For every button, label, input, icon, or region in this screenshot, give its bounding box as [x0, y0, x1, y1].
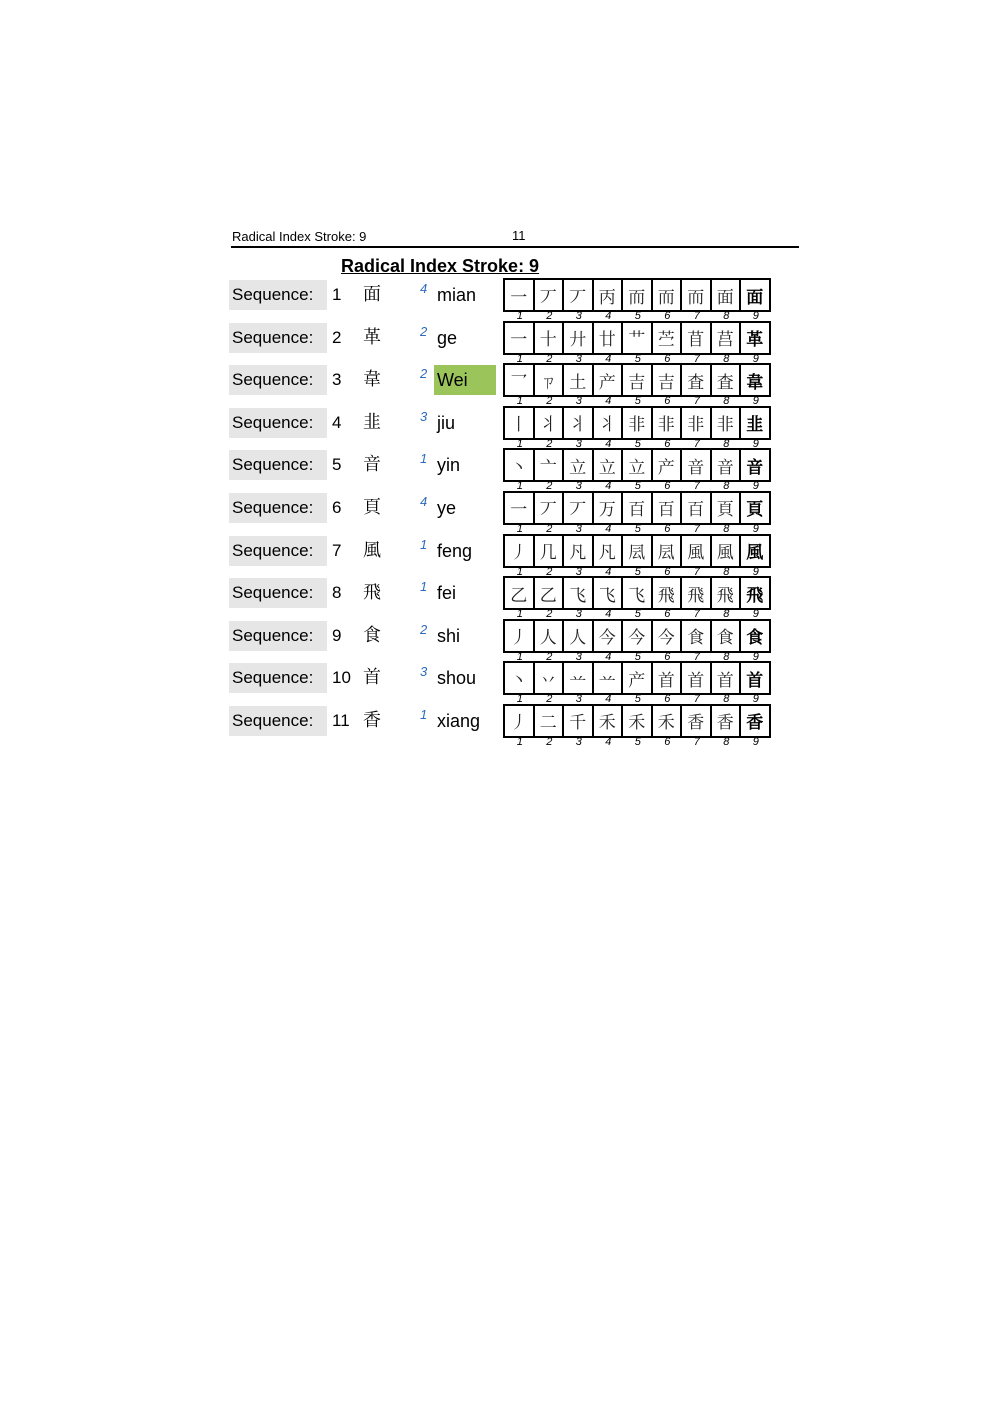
stroke-cell: 而 — [682, 280, 712, 310]
stroke-cell: 香 — [712, 706, 742, 736]
page-header — [231, 228, 799, 248]
sequence-label: Sequence: — [229, 578, 327, 608]
sequence-label: Sequence: — [229, 663, 327, 693]
stroke-number: 6 — [664, 565, 671, 578]
stroke-order-grid — [503, 448, 771, 482]
stroke-number: 5 — [634, 650, 641, 663]
stroke-number: 2 — [546, 352, 553, 365]
stroke-number: 9 — [752, 395, 759, 408]
stroke-cell: 音 — [682, 450, 712, 480]
sequence-label: Sequence: — [229, 621, 327, 651]
stroke-number: 6 — [664, 395, 671, 408]
stroke-order-grid — [503, 576, 771, 610]
stroke-number: 2 — [546, 522, 553, 535]
stroke-cell: 苜 — [682, 323, 712, 353]
stroke-number: 3 — [575, 480, 582, 493]
stroke-cell: 一 — [505, 323, 535, 353]
radical-list — [229, 278, 789, 747]
stroke-cell: 凡 — [594, 536, 624, 566]
stroke-cell: 禾 — [594, 706, 624, 736]
sequence-number: 5 — [332, 455, 342, 475]
radical-stroke-superscript: 4 — [420, 281, 428, 296]
stroke-cell: 丶 — [505, 663, 535, 693]
stroke-number: 7 — [693, 522, 700, 535]
stroke-cell: 音 — [741, 450, 771, 480]
stroke-number: 2 — [546, 395, 553, 408]
stroke-numbers — [505, 736, 771, 748]
radical-stroke-superscript: 2 — [420, 366, 428, 382]
stroke-number: 7 — [693, 608, 700, 621]
stroke-number: 8 — [723, 352, 730, 365]
stroke-cell: 丆 — [535, 493, 565, 523]
stroke-number: 1 — [516, 395, 523, 408]
stroke-cell: 一 — [505, 493, 535, 523]
pinyin: ge — [437, 327, 458, 348]
stroke-number: 6 — [664, 522, 671, 535]
stroke-cell: 苎 — [653, 323, 683, 353]
sequence-number: 11 — [332, 710, 350, 730]
stroke-cell: 韋 — [741, 365, 771, 395]
stroke-number: 9 — [752, 608, 759, 621]
sequence-label: Sequence: — [229, 365, 327, 395]
pinyin: mian — [437, 285, 477, 305]
stroke-number: 6 — [664, 480, 671, 493]
stroke-cell: 䒑 — [564, 663, 594, 693]
stroke-number: 6 — [664, 310, 671, 322]
stroke-number: 6 — [664, 693, 671, 706]
radical-stroke-superscript: 2 — [420, 621, 428, 637]
stroke-cell: 革 — [741, 323, 771, 353]
stroke-cell: 艹 — [623, 323, 653, 353]
stroke-number: 2 — [546, 437, 553, 450]
stroke-number: 4 — [605, 735, 612, 748]
stroke-cell: 査 — [712, 365, 742, 395]
stroke-cell: 吉 — [653, 365, 683, 395]
stroke-order-grid — [503, 704, 771, 738]
stroke-number: 4 — [605, 522, 612, 535]
stroke-number: 6 — [664, 608, 671, 621]
sequence-number: 4 — [332, 412, 342, 432]
stroke-number: 8 — [723, 565, 730, 578]
stroke-number: 9 — [752, 693, 759, 706]
stroke-cell: 凡 — [564, 536, 594, 566]
stroke-number: 9 — [752, 437, 759, 450]
stroke-cell: 飞 — [623, 578, 653, 608]
radical-character: 音 — [363, 454, 381, 476]
stroke-cell: 百 — [653, 493, 683, 523]
stroke-cell: 面 — [712, 280, 742, 310]
stroke-number: 8 — [723, 437, 730, 450]
stroke-number: 4 — [605, 310, 612, 322]
stroke-cell: ㄗ — [535, 365, 565, 395]
stroke-cell: 風 — [741, 536, 771, 566]
stroke-cell: 丆 — [564, 280, 594, 310]
stroke-number: 5 — [634, 395, 641, 408]
stroke-cell: 亠 — [535, 450, 565, 480]
stroke-cell: 丬 — [594, 408, 624, 438]
stroke-number: 1 — [516, 437, 523, 450]
stroke-cell: 丨 — [505, 408, 535, 438]
radical-stroke-superscript: 3 — [420, 664, 428, 680]
stroke-cell: 禾 — [653, 706, 683, 736]
stroke-number: 1 — [516, 352, 523, 365]
radical-stroke-superscript: 4 — [420, 493, 428, 509]
radical-character: 香 — [363, 709, 381, 731]
radical-character: 頁 — [363, 496, 381, 518]
stroke-cell: 非 — [623, 408, 653, 438]
stroke-cell: 二 — [535, 706, 565, 736]
stroke-number: 8 — [723, 522, 730, 535]
stroke-cell: 土 — [564, 365, 594, 395]
pinyin: yin — [437, 455, 461, 476]
stroke-number: 7 — [693, 352, 700, 365]
stroke-cell: 頁 — [741, 493, 771, 523]
stroke-cell: 䒑 — [594, 663, 624, 693]
stroke-cell: 一 — [505, 280, 535, 310]
radical-character: 飛 — [363, 582, 381, 604]
sequence-number: 6 — [332, 497, 342, 517]
stroke-cell: 面 — [741, 280, 771, 310]
stroke-cell: 非 — [682, 408, 712, 438]
stroke-number: 8 — [723, 480, 730, 493]
stroke-number: 2 — [546, 565, 553, 578]
stroke-number: 9 — [752, 522, 759, 535]
stroke-cell: 禾 — [623, 706, 653, 736]
stroke-number: 3 — [575, 693, 582, 706]
stroke-number: 5 — [634, 565, 641, 578]
sequence-number: 9 — [332, 625, 342, 645]
sequence-label: Sequence: — [229, 536, 327, 566]
stroke-number: 7 — [693, 310, 700, 322]
stroke-number: 2 — [546, 650, 553, 663]
stroke-number: 6 — [664, 735, 671, 748]
stroke-number: 7 — [693, 437, 700, 450]
stroke-order-grid — [503, 619, 771, 653]
stroke-number: 7 — [693, 650, 700, 663]
stroke-number: 1 — [516, 480, 523, 493]
sequence-number: 2 — [332, 327, 342, 347]
stroke-cell: 千 — [564, 706, 594, 736]
stroke-cell: 頁 — [712, 493, 742, 523]
stroke-cell: 首 — [682, 663, 712, 693]
stroke-number: 3 — [575, 437, 582, 450]
stroke-number: 2 — [546, 310, 553, 322]
radical-stroke-superscript: 3 — [420, 408, 428, 424]
stroke-number: 4 — [605, 437, 612, 450]
stroke-number: 2 — [546, 608, 553, 621]
stroke-cell: 食 — [712, 621, 742, 651]
stroke-cell: 飞 — [594, 578, 624, 608]
stroke-cell: 人 — [535, 621, 565, 651]
stroke-cell: 百 — [623, 493, 653, 523]
stroke-cell: 食 — [741, 621, 771, 651]
stroke-cell: 凨 — [653, 536, 683, 566]
radical-row — [229, 576, 789, 619]
stroke-number: 9 — [752, 735, 759, 748]
stroke-cell: 食 — [682, 621, 712, 651]
page-title: Radical Index Stroke: 9 — [341, 256, 540, 276]
stroke-cell: 香 — [682, 706, 712, 736]
stroke-order-grid — [503, 363, 771, 397]
radical-row — [229, 704, 789, 747]
stroke-cell: 丿 — [505, 536, 535, 566]
stroke-cell: 乛 — [505, 365, 535, 395]
stroke-number: 3 — [575, 650, 582, 663]
stroke-number: 9 — [752, 310, 759, 322]
radical-stroke-superscript: 1 — [420, 451, 428, 467]
stroke-cell: 丿 — [505, 621, 535, 651]
stroke-number: 7 — [693, 395, 700, 408]
stroke-cell: 吉 — [623, 365, 653, 395]
stroke-cell: 飛 — [653, 578, 683, 608]
stroke-cell: 飞 — [564, 578, 594, 608]
stroke-order-grid — [503, 661, 771, 695]
sequence-number: 7 — [332, 540, 342, 560]
radical-row — [229, 619, 789, 662]
stroke-order-grid — [503, 534, 771, 568]
stroke-order-grid — [503, 491, 771, 525]
radical-character: 首 — [363, 667, 381, 689]
stroke-number: 3 — [575, 395, 582, 408]
stroke-number: 1 — [516, 650, 523, 663]
stroke-cell: 今 — [594, 621, 624, 651]
stroke-cell: 飛 — [682, 578, 712, 608]
pinyin: xiang — [437, 710, 481, 731]
stroke-number: 8 — [723, 310, 730, 322]
radical-character: 革 — [363, 326, 381, 348]
sequence-label: Sequence: — [229, 706, 327, 736]
stroke-number: 1 — [516, 608, 523, 621]
stroke-number: 3 — [575, 565, 582, 578]
stroke-number: 9 — [752, 352, 759, 365]
page-number: 11 — [512, 228, 526, 243]
stroke-cell: 产 — [653, 450, 683, 480]
radical-character: 風 — [363, 539, 381, 561]
sequence-label: Sequence: — [229, 493, 327, 523]
stroke-cell: 首 — [741, 663, 771, 693]
stroke-number: 3 — [575, 522, 582, 535]
stroke-cell: 首 — [653, 663, 683, 693]
sequence-label: Sequence: — [229, 323, 327, 353]
radical-stroke-superscript: 1 — [420, 536, 428, 552]
stroke-cell: 莒 — [712, 323, 742, 353]
stroke-number: 8 — [723, 650, 730, 663]
stroke-cell: 風 — [682, 536, 712, 566]
radical-row — [229, 661, 789, 704]
stroke-number: 2 — [546, 480, 553, 493]
sequence-number: 1 — [332, 285, 342, 304]
stroke-cell: 音 — [712, 450, 742, 480]
stroke-number: 2 — [546, 693, 553, 706]
stroke-cell: 几 — [535, 536, 565, 566]
sequence-label: Sequence: — [229, 280, 327, 310]
stroke-number: 1 — [516, 693, 523, 706]
stroke-number: 2 — [546, 735, 553, 748]
stroke-cell: 丷 — [535, 663, 565, 693]
stroke-cell: 飛 — [741, 578, 771, 608]
stroke-cell: 査 — [682, 365, 712, 395]
radical-row — [229, 491, 789, 534]
stroke-number: 1 — [516, 310, 523, 322]
stroke-number: 4 — [605, 395, 612, 408]
pinyin: Wei — [434, 365, 496, 395]
radical-row — [229, 278, 789, 321]
stroke-number: 3 — [575, 352, 582, 365]
stroke-number: 5 — [634, 437, 641, 450]
stroke-number: 8 — [723, 395, 730, 408]
stroke-cell: 而 — [653, 280, 683, 310]
stroke-cell: 凨 — [623, 536, 653, 566]
stroke-cell: 丿 — [505, 706, 535, 736]
stroke-cell: 立 — [623, 450, 653, 480]
stroke-number: 4 — [605, 565, 612, 578]
stroke-number: 3 — [575, 608, 582, 621]
stroke-number: 3 — [575, 310, 582, 322]
radical-row — [229, 534, 789, 577]
stroke-number: 7 — [693, 565, 700, 578]
stroke-cell: 廾 — [564, 323, 594, 353]
stroke-number: 7 — [693, 735, 700, 748]
stroke-cell: 丬 — [535, 408, 565, 438]
stroke-cell: 丬 — [564, 408, 594, 438]
stroke-number: 8 — [723, 693, 730, 706]
sequence-label: Sequence: — [229, 450, 327, 480]
stroke-order-grid — [503, 278, 771, 312]
stroke-cell: 今 — [623, 621, 653, 651]
stroke-number: 3 — [575, 735, 582, 748]
radical-character: 面 — [363, 284, 381, 305]
stroke-number: 9 — [752, 480, 759, 493]
stroke-order-grid — [503, 406, 771, 440]
sequence-number: 10 — [332, 668, 351, 688]
stroke-number: 5 — [634, 608, 641, 621]
stroke-cell: 万 — [594, 493, 624, 523]
sequence-number: 3 — [332, 370, 342, 390]
stroke-number: 1 — [516, 735, 523, 748]
stroke-number: 4 — [605, 650, 612, 663]
sequence-number: 8 — [332, 583, 342, 603]
stroke-cell: 非 — [712, 408, 742, 438]
sequence-label: Sequence: — [229, 408, 327, 438]
stroke-number: 5 — [634, 693, 641, 706]
pinyin: shi — [437, 625, 461, 646]
radical-stroke-superscript: 1 — [420, 579, 428, 595]
stroke-cell: 产 — [594, 365, 624, 395]
stroke-cell: 十 — [535, 323, 565, 353]
stroke-cell: 飛 — [712, 578, 742, 608]
stroke-number: 7 — [693, 693, 700, 706]
stroke-number: 5 — [634, 735, 641, 748]
pinyin: jiu — [437, 412, 456, 433]
stroke-cell: 丶 — [505, 450, 535, 480]
stroke-cell: 丆 — [535, 280, 565, 310]
stroke-number: 4 — [605, 352, 612, 365]
stroke-cell: 廿 — [594, 323, 624, 353]
stroke-cell: 丆 — [564, 493, 594, 523]
stroke-cell: 非 — [653, 408, 683, 438]
stroke-number: 1 — [516, 565, 523, 578]
stroke-number: 6 — [664, 352, 671, 365]
radical-row — [229, 406, 789, 449]
header-title: Radical Index Stroke: 9 — [232, 229, 367, 244]
stroke-number: 4 — [605, 608, 612, 621]
stroke-number: 6 — [664, 437, 671, 450]
pinyin: feng — [437, 540, 473, 561]
stroke-number: 7 — [693, 480, 700, 493]
stroke-number: 5 — [634, 522, 641, 535]
stroke-cell: 風 — [712, 536, 742, 566]
stroke-number: 5 — [634, 310, 641, 322]
stroke-number: 4 — [605, 693, 612, 706]
stroke-cell: 丙 — [594, 280, 624, 310]
radical-character: 食 — [363, 624, 381, 646]
stroke-cell: 乙 — [505, 578, 535, 608]
radical-row — [229, 363, 789, 406]
stroke-cell: 立 — [564, 450, 594, 480]
radical-row — [229, 321, 789, 364]
stroke-cell: 立 — [594, 450, 624, 480]
pinyin: ye — [437, 497, 457, 518]
stroke-number: 5 — [634, 480, 641, 493]
stroke-number: 9 — [752, 565, 759, 578]
radical-character: 韭 — [363, 411, 381, 433]
stroke-number: 8 — [723, 735, 730, 748]
stroke-number: 9 — [752, 650, 759, 663]
radical-character: 韋 — [363, 369, 381, 391]
radical-stroke-superscript: 1 — [420, 706, 428, 722]
stroke-cell: 人 — [564, 621, 594, 651]
stroke-cell: 今 — [653, 621, 683, 651]
stroke-cell: 百 — [682, 493, 712, 523]
stroke-number: 6 — [664, 650, 671, 663]
stroke-number: 5 — [634, 352, 641, 365]
stroke-cell: 首 — [712, 663, 742, 693]
stroke-cell: 韭 — [741, 408, 771, 438]
stroke-number: 8 — [723, 608, 730, 621]
stroke-cell: 香 — [741, 706, 771, 736]
stroke-cell: 乙 — [535, 578, 565, 608]
pinyin: shou — [437, 668, 477, 689]
pinyin: fei — [437, 583, 457, 604]
stroke-cell: 产 — [623, 663, 653, 693]
stroke-number: 4 — [605, 480, 612, 493]
radical-row — [229, 448, 789, 491]
radical-stroke-superscript: 2 — [420, 323, 428, 339]
stroke-order-grid — [503, 321, 771, 355]
stroke-cell: 而 — [623, 280, 653, 310]
stroke-number: 1 — [516, 522, 523, 535]
